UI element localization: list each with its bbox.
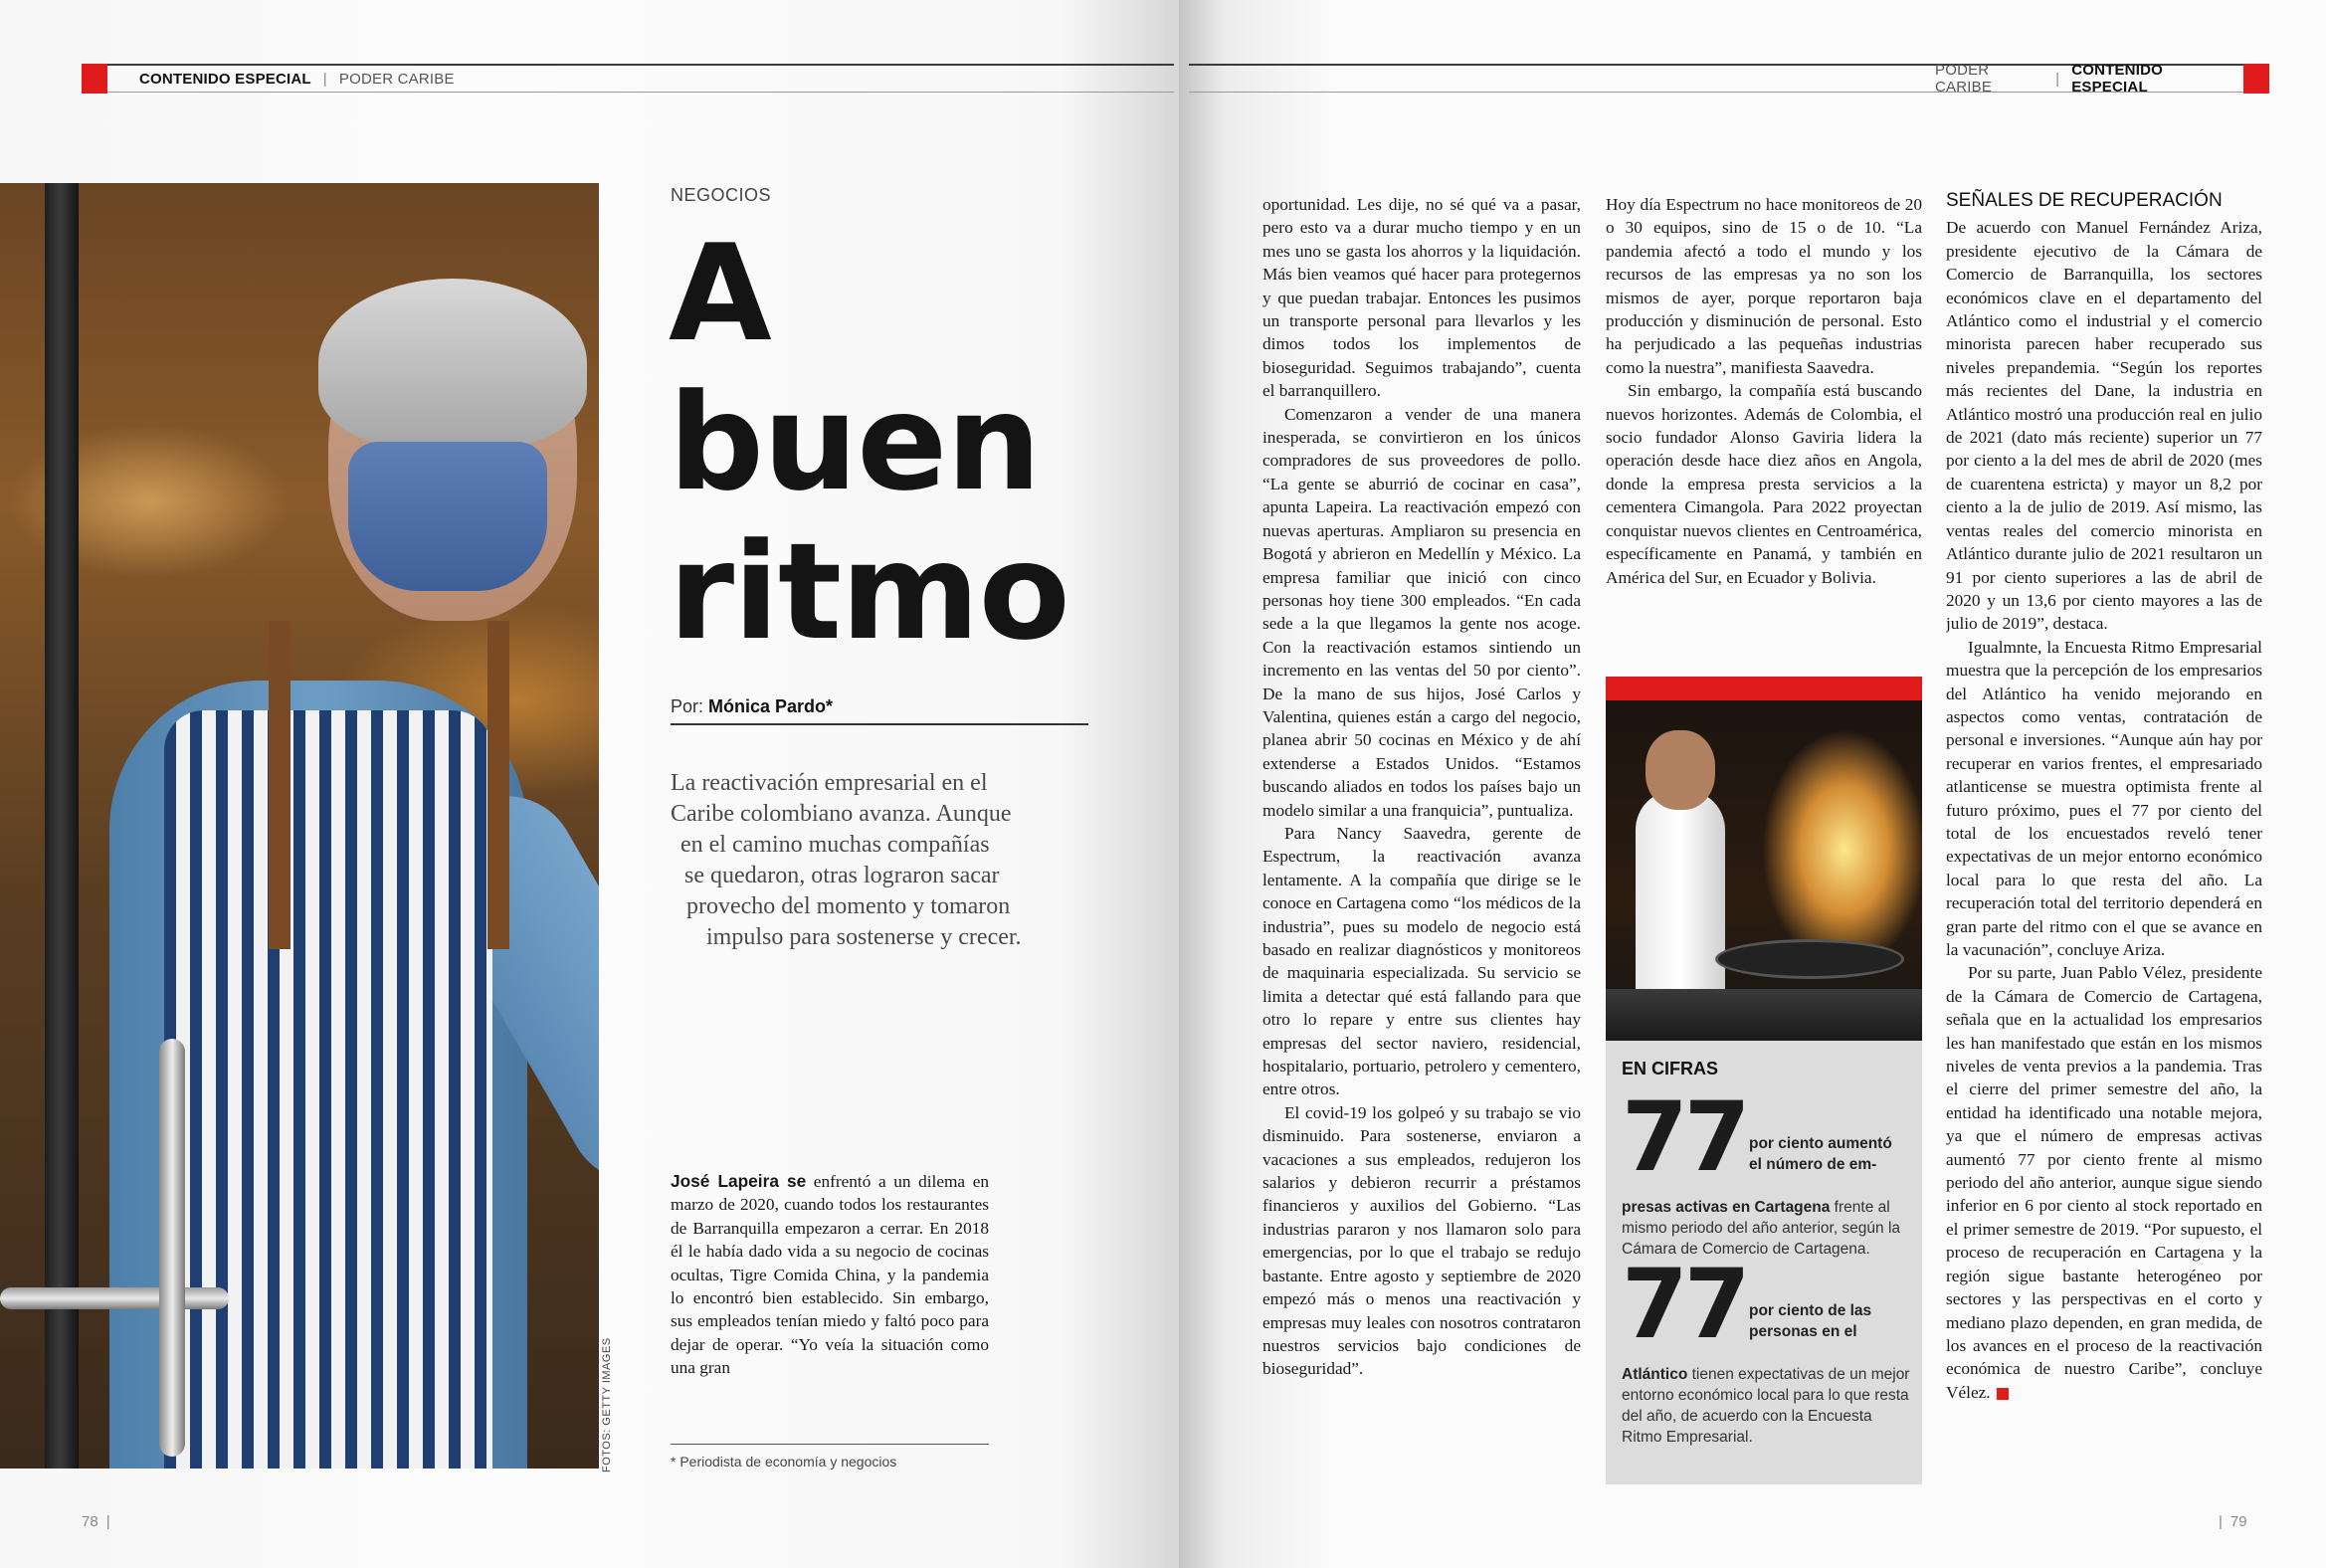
figure-red-bar: [1606, 677, 1922, 700]
stat-number: 77: [1622, 1249, 1747, 1360]
byline-author: Mónica Pardo*: [708, 696, 834, 716]
byline-rule: [671, 723, 1088, 725]
intro-paragraph: [671, 1170, 989, 1380]
header-section: CONTENIDO ESPECIAL: [2071, 62, 2163, 96]
title-line: buen: [669, 365, 1041, 520]
article-deck: [671, 768, 1068, 953]
stat-bold: presas activas en Cartagena: [1622, 1199, 1831, 1216]
paragraph: oportunidad. Les dije, no sé qué va a pasar, pero esto va a durar mucho tiempo y en un mes uno se gasta los ahorros y la liquidación. Más bien veamos qué hacer para protegernos y que puedan trabajar. Entonces les pusimos un transporte personal para llevarlos y les dimos todos los implementos de bioseguridad. Seguimos trabajando”, cuenta el barranquillero.: [1262, 195, 1581, 401]
page-number-right: [2211, 1513, 2247, 1530]
photo-door-frame: [45, 183, 79, 1469]
stat-number: 77: [1622, 1081, 1747, 1193]
end-of-article-mark: [1997, 1388, 2009, 1400]
chef-photo: [1606, 700, 1922, 1041]
deck-line: se quedaron, otras lograron sacar: [684, 863, 1000, 888]
stat-rest: frente al mismo periodo del año anterior, según la Cámara de Comercio de Cartagena.: [1622, 1199, 1901, 1258]
byline-prefix: Por:: [671, 696, 704, 716]
title-line: A: [669, 216, 771, 371]
stat-item: [1622, 1081, 1906, 1258]
photo-stove: [1606, 989, 1922, 1041]
deck-line: provecho del momento y tomaron: [686, 893, 1011, 919]
photo-chef-head: [1646, 730, 1715, 810]
paragraph-text: Por su parte, Juan Pablo Vélez, presidente de la Cámara de Comercio de Cartagena, señala que en la actualidad los empresarios les han manifestado que están en los mismos niveles de venta previos a la pandemia. Tras el cierre del primer semestre del año, la entidad ha identificado una notable mejora, ya que el número de empresas activas aumentó 77 por ciento frente al mismo periodo del año anterior, aunque sigue siendo inferior en 6 por ciento al stock reportado en el primer semestre de 2019. “Por supuesto, el proceso de recuperación en Cartagena y la región sigue bastante heterogéneo por sectores y las perspectivas en el corto y mediano plazo dependen, en gran medida, de los avances en el proceso de la reactivación económica de nuestro Caribe”, concluye Vélez.: [1946, 963, 2262, 1402]
paragraph: Comenzaron a vender de una manera inesperada, se convirtieron en los únicos compradores de sus proveedores de pollo. “La gente se aburrió de cocinar en casa”, apunta Lapeira. La reactivación empezó con nuevas aperturas. Ampliaron su presencia en Bogotá y abrieron en Medellín y México. La empresa familiar que inició con cinco personas hoy tiene 300 empleados. “En cada sede a la que llegamos la gente nos acoge. Con la reactivación estamos sintiendo un incremento en las ventas del 50 por ciento”. De la mano de sus hijos, José Carlos y Valentina, quienes están a cargo del negocio, planea abrir 50 cocinas en México y de ahí extenderse a Estados Unidos. “Estamos buscando aliados en todos los países bajo un modelo similar a una franquicia”, puntualiza.: [1262, 404, 1581, 820]
photo-striped-apron: [164, 710, 492, 1469]
deck-line: Caribe colombiano avanza. Aunque: [671, 801, 1012, 827]
folio-number: 79: [2229, 1513, 2247, 1530]
byline: [671, 696, 833, 717]
title-line: ritmo: [669, 514, 1069, 670]
hero-photo: [0, 183, 599, 1469]
intro-lead: José Lapeira se: [671, 1171, 807, 1191]
photo-credit: FOTOS: GETTY IMAGES: [601, 1337, 613, 1472]
stat-lead: por ciento aumentó el número de em-: [1749, 1135, 1892, 1173]
stat-rest: tienen expectativas de un mejor entorno económico local para lo que resta del año, de acuerdo con la Encuesta Ritmo Empresarial.: [1622, 1366, 1910, 1446]
deck-line: en el camino muchas compañías: [680, 832, 990, 858]
header-subsection: PODER CARIBE: [338, 70, 455, 88]
stat-description: [1622, 1364, 1910, 1448]
deck-line: La reactivación empresarial en el: [671, 770, 988, 796]
section-subhead: SEÑALES DE RECUPERACIÓN: [1946, 190, 2223, 211]
paragraph: Para Nancy Saavedra, gerente de Espectrum, la reactivación avanza lentamente. A la compañía que dirige se le conoce en Cartagena como “los médicos de la industria”, pues su modelo de negocio está basado en realizar diagnósticos y monitoreos de maquinaria especializada. Su servicio se limita a detectar qué está fallando para que otro lo repare y entre sus clientes hay empresas del sector naviero, residencial, hospitalario, portuario, petrolero y cementero, entre otros.: [1262, 823, 1581, 1099]
photo-hair: [318, 279, 587, 448]
photo-door-handle: [159, 1039, 185, 1457]
photo-door-bar: [0, 1287, 229, 1309]
paragraph: De acuerdo con Manuel Fernández Ariza, presidente ejecutivo de la Cámara de Comercio de Barranquilla, los sectores económicos clave en el departamento del Atlántico como el industrial y el comercio minorista parecen haber recuperado sus niveles prepandemia. “Según los reportes más recientes del Dane, la industria en Atlántico mostró una producción real en julio de 2021 (dato más reciente) superior un 77 por ciento a la del mes de abril de 2020 (mes de cuarentena estricta) y mayor un 8,2 por ciento a la de julio de 2019. Así mismo, las ventas reales del comercio minorista en Atlántico durante julio de 2021 resultaron un 91 por ciento superiores a las de abril de 2020 y un 13,6 por ciento mayores a las de julio de 2019”, destaca.: [1946, 218, 2262, 634]
running-header: [139, 64, 455, 94]
category-label: NEGOCIOS: [671, 185, 772, 205]
photo-face-mask: [348, 442, 547, 591]
folio-number: 78: [82, 1513, 98, 1530]
header-red-tab: [2243, 64, 2269, 94]
deck-line: impulso para sostenerse y crecer.: [706, 924, 1022, 950]
header-section: CONTENIDO ESPECIAL: [139, 70, 311, 88]
folio-separator: |: [2219, 1513, 2223, 1530]
paragraph: El covid-19 los golpeó y su trabajo se vio disminuido. Para sostenerse, enviaron a vacaciones a sus empleados, redujeron los salarios y debieron recurrir a préstamos financieros y auxilios del Gobierno. “Las industrias pararon y nos llamaron solo para emergencias, por lo que el trabajo se redujo bastante. Entre agosto y septiembre de 2020 empezó más o menos una reactivación y empresas muy leales con nosotros contrataron nuestros servicios bajo condiciones de bioseguridad”.: [1262, 1102, 1581, 1379]
body-column-1: [1262, 193, 1581, 1486]
header-separator: |: [2055, 70, 2060, 88]
header-separator: |: [322, 70, 327, 88]
paragraph: Igualmnte, la Encuesta Ritmo Empresarial muestra que la percepción de los empresarios del Atlántico ha venido mejorando en aspectos como ventas, contratación de personal e inversiones. “Aunque aún hay por recuperar en varios frentes, el empresariado atlanticense se muestra optimista frente al futuro próximo, pues el 77 por ciento del total de los encuestados reveló tener expectativas de un mejor entorno económico local para lo que resta del año. La recuperación total del territorio dependerá en gran parte del ritmo con el que se avance en la vacunación”, concluye Ariza.: [1946, 637, 2262, 959]
body-column-3: [1946, 189, 2262, 1492]
stat-lead: por ciento de las personas en el: [1749, 1302, 1872, 1340]
stat-item: [1622, 1249, 1910, 1446]
footnote: * Periodista de economía y negocios: [671, 1454, 897, 1470]
stat-bold: Atlántico: [1622, 1366, 1688, 1383]
article-title: [669, 216, 1126, 670]
cifras-title: EN CIFRAS: [1622, 1059, 1719, 1078]
photo-apron-strap: [269, 621, 291, 949]
header-subsection: PODER CARIBE: [1935, 62, 1993, 96]
paragraph: Hoy día Espectrum no hace monitoreos de 20 o 30 equipos, sino de 15 o de 10. “La pandemia afectó a todo el mundo y los recursos de las empresas ya no son los mismos de ayer, porque reportaron baja producción y disminución de personal. Esto ha perjudicado a las pequeñas industrias como la nuestra”, manifiesta Saavedra.: [1606, 195, 1922, 377]
running-header: [1935, 64, 2233, 94]
cifras-box: [1606, 1041, 1922, 1484]
header-red-tab: [82, 64, 107, 94]
photo-apron-strap: [487, 621, 509, 949]
page-number-left: [82, 1513, 118, 1530]
paragraph: Sin embargo, la compañía está buscando nuevos horizontes. Además de Colombia, el socio fundador Alonso Gaviria lidera la operación desde hace diez años en Angola, donde la empresa presta servicios a la cementera Cimangola. Para 2022 proyectan conquistar nuevos clientes en Centroamérica, específicamente en Panamá, y también en América del Sur, en Ecuador y Bolivia.: [1606, 381, 1922, 587]
folio-separator: |: [105, 1513, 110, 1530]
paragraph: [1946, 961, 2262, 1404]
intro-text: enfrentó a un dilema en marzo de 2020, cuando todos los restaurantes de Barranquilla empezaron a cerrar. En 2018 él le había dado vida a su negocio de cocinas ocultas, Tigre Comida China, y la pandemia lo encontró bien establecido. Sin embargo, sus empleados tenían miedo y faltó poco para dejar de operar. “Yo veía la situación como una gran: [671, 1172, 989, 1378]
body-column-2: [1606, 193, 1922, 651]
photo-wok: [1715, 939, 1904, 979]
footnote-rule: [671, 1444, 989, 1445]
